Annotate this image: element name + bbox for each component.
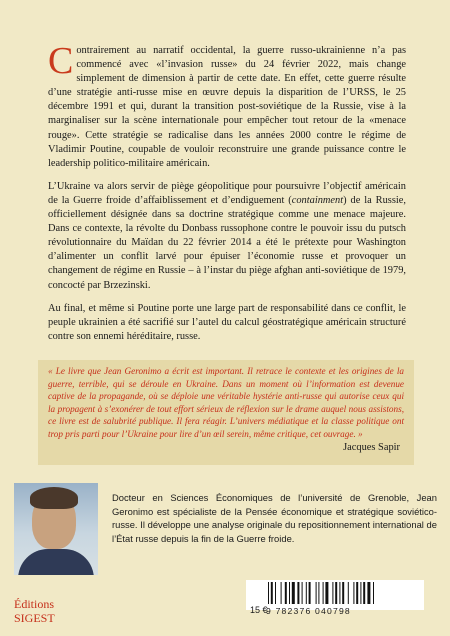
drop-cap: C [48,40,74,82]
blurb [48,40,406,353]
testimonial-author: Jacques Sapir [343,442,400,453]
paragraph-2-text-b: ) de la Russie, officiellement désignée dans sa doctrine stratégique comme une menace majeure. Dans ce contexte, la révolte du Donbass russophone contre le pouvoir issu du putsch révolutionnaire du Maïdan du 22 février 2014 a été le prétexte pour Washington d’alimenter un conflit larvé pour épuiser l’économie russe et provoquer un changement de régime en Russie – à l’instar du piège afghan anti-soviétique de 1979, concocté par Brzezinski. [48,194,406,291]
isbn-barcode [268,582,418,604]
testimonial-box [38,360,414,465]
paragraph-2-text-a: L’Ukraine va alors servir de piège géopolitique pour poursuivre l’objectif américain de la Guerre froide d’affaiblissement et d’endiguement ( [48,180,406,206]
publisher-line-2: SIGEST [14,611,55,625]
isbn-digits: 9 782376 040798 [266,606,351,616]
publisher-line-1: Éditions [14,597,55,611]
price-label: 15 € [250,605,268,615]
blurb-paragraph-3: Au final, et même si Poutine porte une large part de responsabilité dans ce conflit, le peuple ukrainien a été sacrifié sur l’autel du calcul géostratégique américain structuré contre son ennemi héréditaire, russe. [48,302,406,342]
publisher-logo [14,597,55,625]
author-photo-shirt [18,549,94,575]
author-photo-hair [30,487,78,509]
blurb-paragraph-1 [48,40,406,171]
testimonial-quote: « Le livre que Jean Geronimo a écrit est important. Il retrace le contexte et les origines de la guerre, terrible, qui se déroule en Ukraine. Dans un moment où l’information est devenue captive de la propagande, où se déploie une véritable hystérie anti-russe qui autorise ceux qui la propagent à s’exonérer de tout effort sérieux de réflexion sur le drame auquel nous assistons, ce livre est de salubrité publique. Il fera réagir. L’univers médiatique et la classe politique ont trop pris parti pour l’Ukraine pour lire d’un œil serein, même critique, cet ouvrage. » [48,366,404,439]
author-photo [14,483,98,575]
author-bio: Docteur en Sciences Économiques de l’université de Grenoble, Jean Geronimo est spécialiste de la Pensée économique et stratégique soviético-russe. Il développe une analyse originale du repositionnement international de l’État russe depuis la fin de la Guerre froide. [112,492,437,544]
blurb-paragraph-2 [48,180,406,293]
paragraph-1-text: ontrairement au narratif occidental, la guerre russo-ukrainienne n’a pas commencé avec «l’invasion russe» du 24 février 2022, mais change simplement de dimension à partir de cette date. En effet, cette guerre résulte d’une stratégie anti-russe mise en œuvre depuis la disparition de l’URSS, le 25 décembre 1991 et qui, durant la transition post-soviétique de la Russie, vise à la marginaliser sur la scène internationale pour empêcher tout retour de la «menace rouge». Cette stratégie se radicalise dans les années 2000 contre le régime de Vladimir Poutine, coupable de vouloir reconstruire une grande puissance contre le leadership politico-militaire américain. [48,45,406,169]
paragraph-2-italic: containment [291,194,344,206]
